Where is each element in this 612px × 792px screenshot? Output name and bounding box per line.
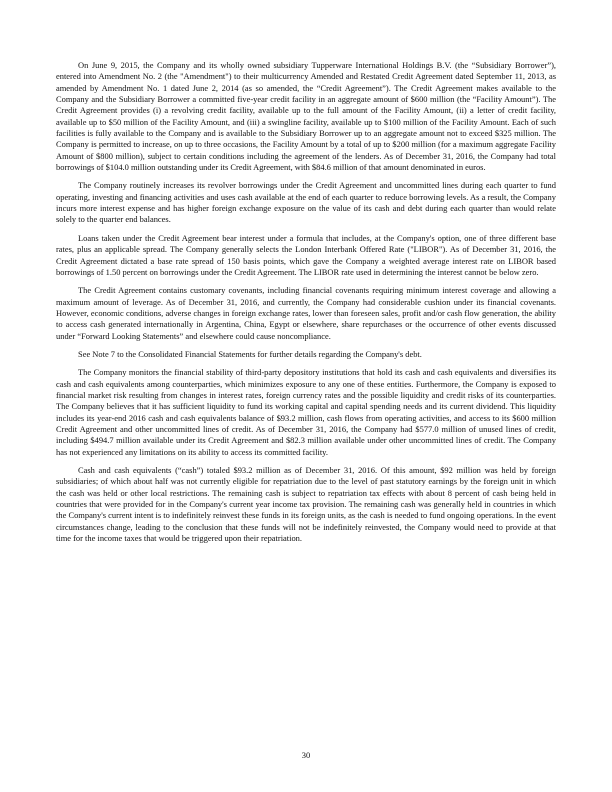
paragraph-covenants: The Credit Agreement contains customary covenants, including financial covenants requiring minimum interest coverage and allowing a maximum amount of leverage. As of December 31, 2016, and currently, the Company had considerable cushion under its financial covenants. However, economic conditions, adverse changes in foreign exchange rates, lower than foreseen sales, profit and/or cash flow generation, the ability to access cash generated internationally in Argentina, China, Egypt or elsewhere, share repurchases or the occurrence of other events discussed under “Forward Looking Statements” and elsewhere could cause noncompliance. <box>56 285 556 341</box>
paragraph-credit-agreement: On June 9, 2015, the Company and its wholly owned subsidiary Tupperware International Holdings B.V. (the “Subsidiary Borrower”), entered into Amendment No. 2 (the "Amendment") to their multicurrency Amended and Restated Credit Agreement dated September 11, 2013, as amended by Amendment No. 1 dated June 2, 2014 (as so amended, the “Credit Agreement”). The Credit Agreement makes available to the Company and the Subsidiary Borrower a committed five-year credit facility in an aggregate amount of $600 million (the “Facility Amount”). The Credit Agreement provides (i) a revolving credit facility, available up to the full amount of the Facility Amount, (ii) a letter of credit facility, available up to $50 million of the Facility Amount, and (iii) a swingline facility, available up to $100 million of the Facility Amount. Each of such facilities is fully available to the Company and is available to the Subsidiary Borrower up to an aggregate amount not to exceed $325 million. The Company is permitted to increase, on up to three occasions, the Facility Amount by a total of up to $200 million (for a maximum aggregate Facility Amount of $800 million), subject to certain conditions including the agreement of the lenders. As of December 31, 2016, the Company had total borrowings of $104.0 million outstanding under its Credit Agreement, with $84.6 million of that amount denominated in euros. <box>56 60 556 173</box>
paragraph-loan-interest: Loans taken under the Credit Agreement bear interest under a formula that includes, at the Company's option, one of three different base rates, plus an applicable spread. The Company generally selects the London Interbank Offered Rate ("LIBOR"). As of December 31, 2016, the Credit Agreement dictated a base rate spread of 150 basis points, which gave the Company a weighted average interest rate on LIBOR based borrowings of 1.50 percent on borrowings under the Credit Agreement. The LIBOR rate used in determining the interest cannot be below zero. <box>56 232 556 277</box>
paragraph-liquidity: The Company monitors the financial stability of third-party depository institutions that hold its cash and cash equivalents and diversifies its cash and cash equivalents among counterparties, which minimizes exposure to any one of these entities. Furthermore, the Company is exposed to financial market risk resulting from changes in interest rates, foreign currency rates and the possible liquidity and credit risks of its counterparties. The Company believes that it has sufficient liquidity to fund its working capital and capital spending needs and its current dividend. This liquidity includes its year-end 2016 cash and cash equivalents balance of $93.2 million, cash flows from operating activities, and access to its $600 million Credit Agreement and other uncommitted lines of credit. As of December 31, 2016, the Company had $577.0 million of unused lines of credit, including $494.7 million available under its Credit Agreement and $82.3 million available under other uncommitted lines of credit. The Company has not experienced any limitations on its ability to access its committed facility. <box>56 367 556 457</box>
document-body <box>56 60 556 551</box>
paragraph-note-reference: See Note 7 to the Consolidated Financial Statements for further details regarding the Company's debt. <box>78 348 422 359</box>
paragraph-revolver-borrowings: The Company routinely increases its revolver borrowings under the Credit Agreement and uncommitted lines during each quarter to fund operating, investing and financing activities and uses cash available at the end of each quarter to reduce borrowing levels. As a result, the Company incurs more interest expense and has higher foreign exchange exposure on the value of its cash and debt during each quarter than would relate solely to the quarter end balances. <box>56 180 556 225</box>
paragraph-cash-equivalents: Cash and cash equivalents (“cash”) totaled $93.2 million as of December 31, 2016. Of this amount, $92 million was held by foreign subsidiaries; of which about half was not currently eligible for repatriation due to the level of past statutory earnings by the foreign unit in which the cash was held or other local restrictions. The remaining cash is subject to repatriation tax effects with about 8 percent of cash being held in countries that were provided for in the Company's current year income tax provision. The remaining cash was generally held in countries in which the Company's current intent is to indefinitely reinvest these funds in its foreign units, as the cash is needed to fund ongoing operations. In the event circumstances change, leading to the conclusion that these funds will not be indefinitely reinvested, the Company would need to provide at that time for the income taxes that would be triggered upon their repatriation. <box>56 465 556 544</box>
page-number: 30 <box>301 750 311 760</box>
